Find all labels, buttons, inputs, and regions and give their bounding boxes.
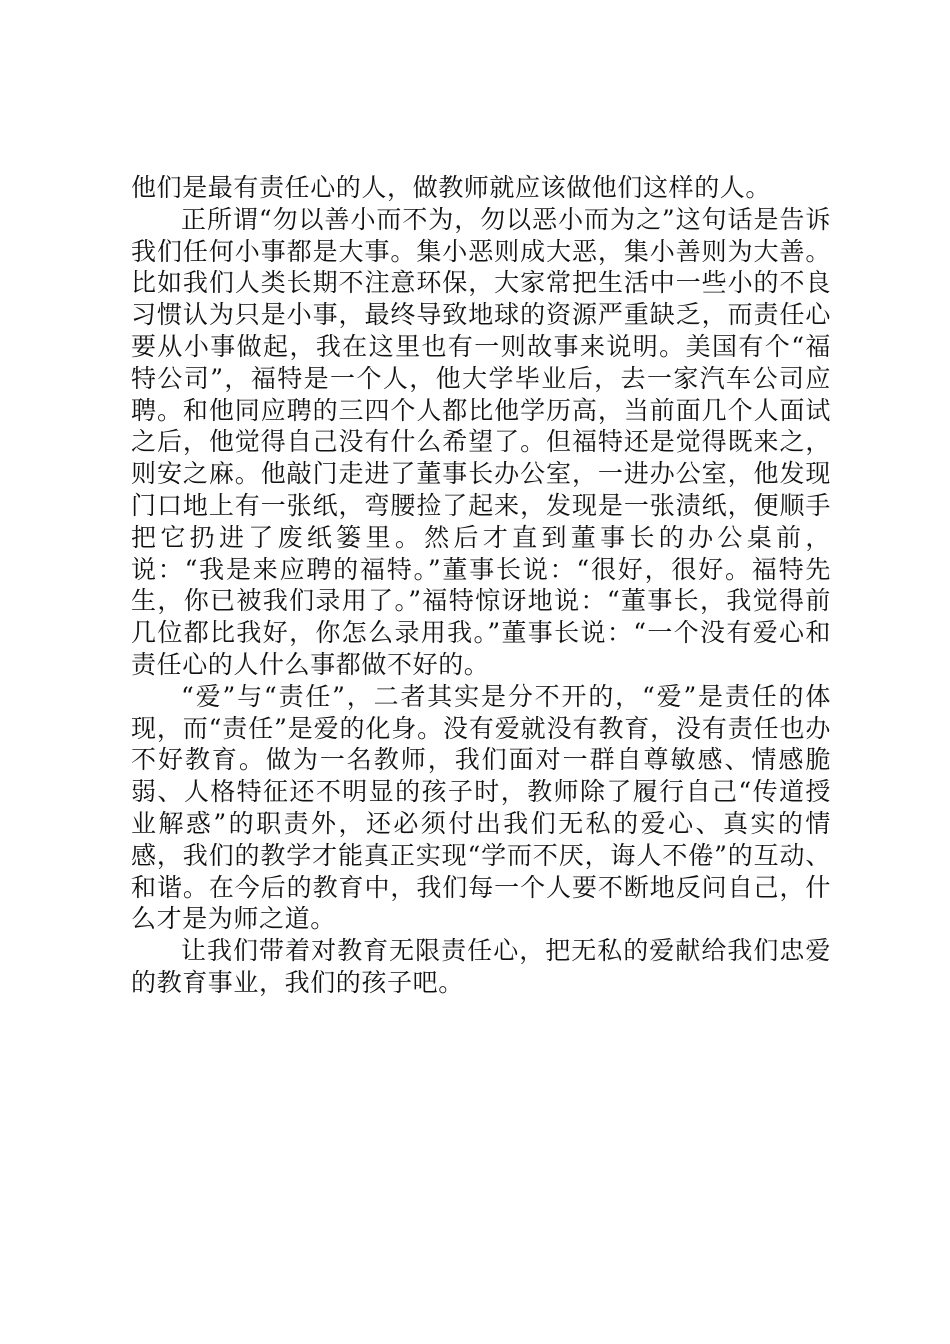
paragraph-3: “爱”与“责任”，二者其实是分不开的，“爱”是责任的体现，而“责任”是爱的化身。没有爱就没有教育，没有责任也办不好教育。做为一名教师，我们面对一群自尊敏感、情感脆弱、人格特征还不明显的孩子时，教师除了履行自己“传道授业解惑”的职责外，还必须付出我们无私的爱心、真实的情感，我们的教学才能真正实现“学而不厌，诲人不倦”的互动、和谐。在今后的教育中，我们每一个人要不断地反问自己，什么才是为师之道。 [131, 681, 831, 934]
paragraph-1: 他们是最有责任心的人，做教师就应该做他们这样的人。 [131, 173, 772, 202]
document-body [131, 172, 831, 999]
paragraph-2: 正所谓“勿以善小而不为，勿以恶小而为之”这句话是告诉我们任何小事都是大事。集小恶则成大恶，集小善则为大善。比如我们人类长期不注意环保，大家常把生活中一些小的不良习惯认为只是小事，最终导致地球的资源严重缺乏，而责任心要从小事做起，我在这里也有一则故事来说明。美国有个“福特公司”，福特是一个人，他大学毕业后，去一家汽车公司应聘。和他同应聘的三四个人都比他学历高，当前面几个人面试之后，他觉得自己没有什么希望了。但福特还是觉得既来之，则安之麻。他敲门走进了董事长办公室，一进办公室，他发现门口地上有一张纸，弯腰捡了起来，发现是一张渍纸，便顺手把它扔进了废纸篓里。然后才直到董事长的办公桌前，说：“我是来应聘的福特。”董事长说：“很好，很好。福特先生，你已被我们录用了。”福特惊讶地说：“董事长，我觉得前几位都比我好，你怎么录用我。”董事长说：“一个没有爱心和责任心的人什么事都做不好的。 [131, 204, 831, 679]
paragraph-4: 让我们带着对教育无限责任心，把无私的爱献给我们忠爱的教育事业，我们的孩子吧。 [131, 936, 831, 997]
